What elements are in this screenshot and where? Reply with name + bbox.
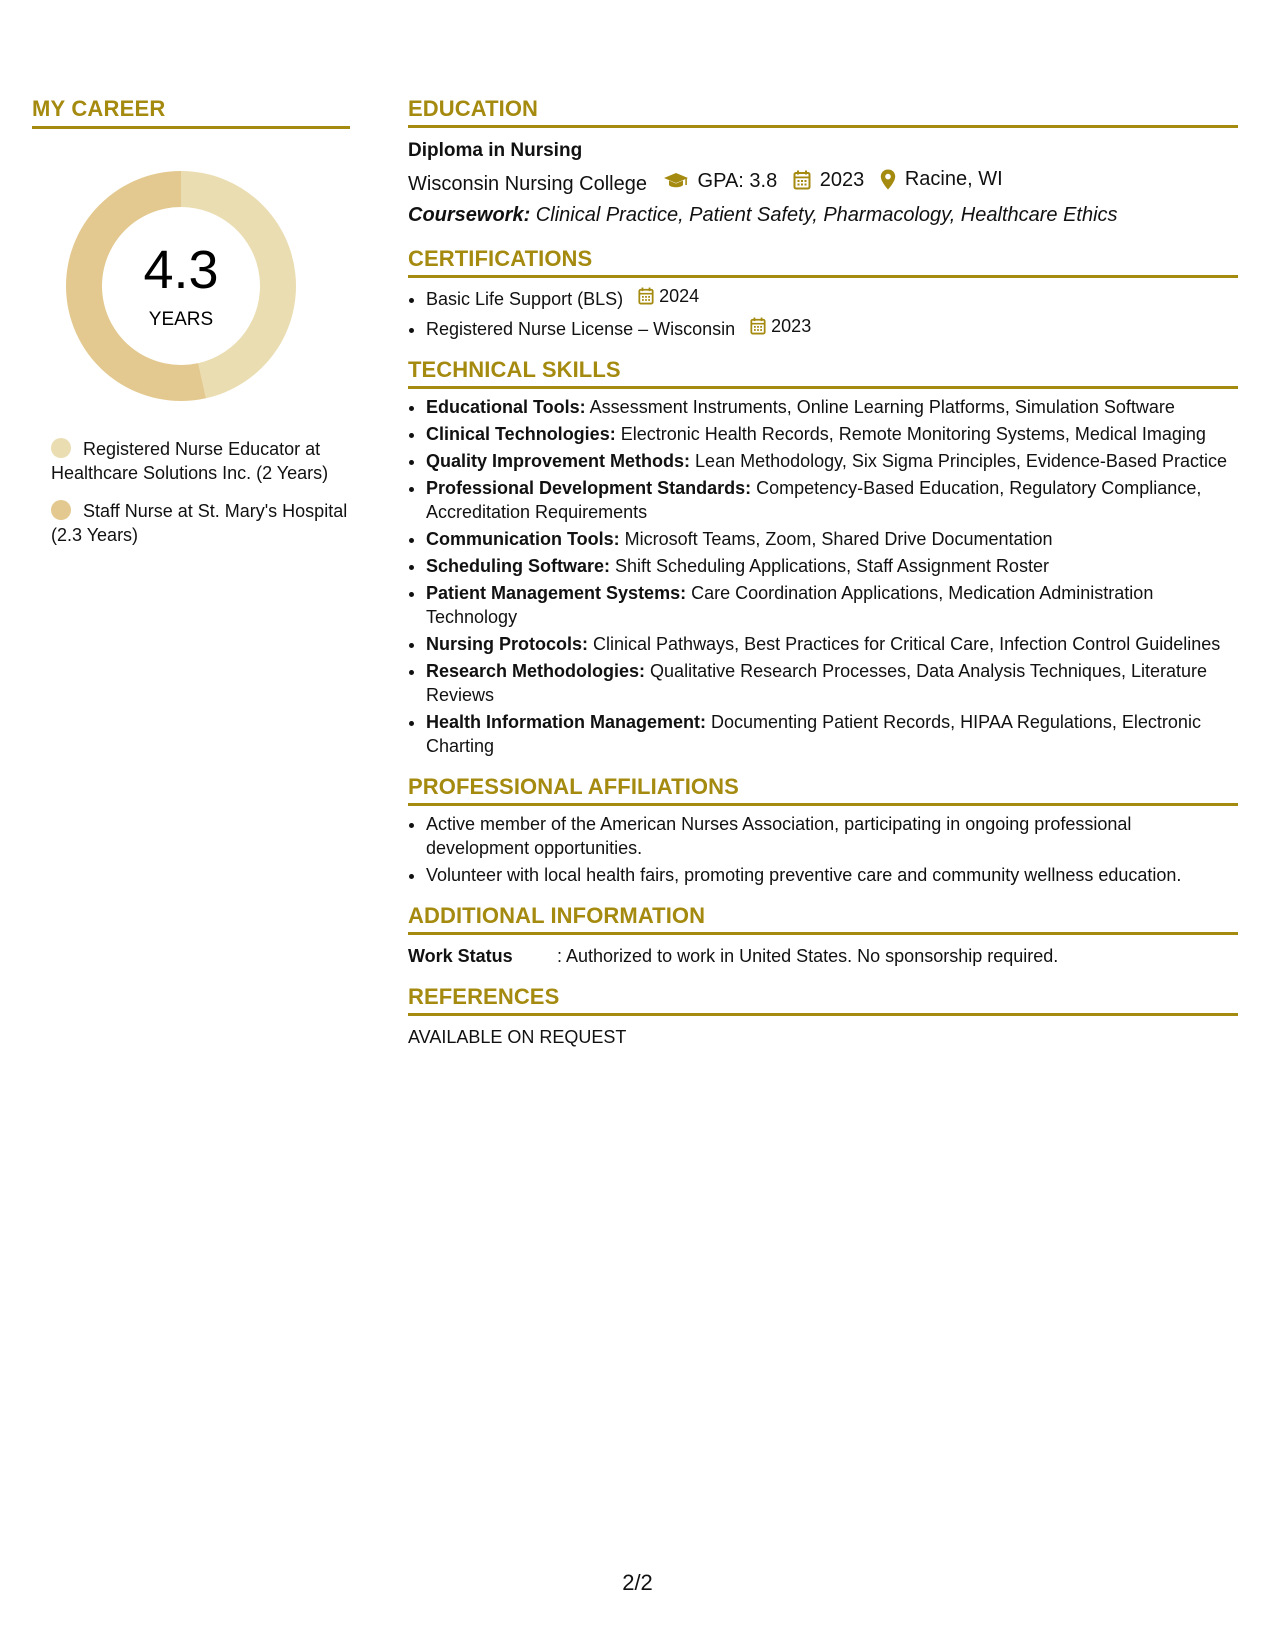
work-status-row: [408, 944, 1238, 968]
education-details: [408, 164, 1238, 200]
list-item: [426, 284, 1238, 311]
calendar-icon: [638, 287, 654, 305]
skill-label: Professional Development Standards:: [426, 478, 752, 498]
skill-text: Lean Methodology, Six Sigma Principles, Evidence-Based Practice: [690, 451, 1227, 471]
calendar-icon: [793, 170, 811, 190]
list-item: [426, 395, 1238, 419]
certification-name: Registered Nurse License – Wisconsin: [426, 319, 736, 339]
career-column: [32, 96, 350, 561]
certifications-heading: CERTIFICATIONS: [408, 246, 1238, 278]
skill-text: Qualitative Research Processes, Data Analysis Techniques, Literature Reviews: [426, 661, 1208, 705]
additional-info-section: [408, 903, 1238, 968]
education-section: [408, 96, 1238, 230]
skill-text: Electronic Health Records, Remote Monitoring Systems, Medical Imaging: [615, 424, 1206, 444]
legend-label: Staff Nurse at St. Mary's Hospital (2.3 Years): [51, 501, 348, 545]
certifications-section: [408, 246, 1238, 341]
affiliations-heading: PROFESSIONAL AFFILIATIONS: [408, 774, 1238, 806]
list-item: [426, 314, 1238, 341]
list-item: [426, 449, 1238, 473]
career-legend: [32, 437, 350, 547]
skill-text: Competency-Based Education, Regulatory Compliance, Accreditation Requirements: [426, 478, 1202, 522]
legend-dot-icon: [51, 500, 71, 520]
list-item: [426, 659, 1238, 707]
career-total-unit: YEARS: [148, 309, 214, 330]
affiliations-list: [408, 812, 1238, 887]
map-pin-icon: [880, 169, 896, 190]
skill-text: Shift Scheduling Applications, Staff Assignment Roster: [610, 556, 1049, 576]
coursework-list: Clinical Practice, Patient Safety, Pharmacology, Healthcare Ethics: [530, 204, 1118, 226]
additional-info-heading: ADDITIONAL INFORMATION: [408, 903, 1238, 935]
skill-label: Communication Tools:: [426, 529, 620, 549]
list-item: [426, 581, 1238, 629]
list-item: [426, 554, 1238, 578]
skill-text: Documenting Patient Records, HIPAA Regulations, Electronic Charting: [426, 712, 1201, 756]
skill-text: Care Coordination Applications, Medication Administration Technology: [426, 583, 1154, 627]
skill-text: Assessment Instruments, Online Learning Platforms, Simulation Software: [585, 397, 1175, 417]
certification-year: 2023: [771, 316, 812, 336]
school-location: Racine, WI: [904, 168, 1003, 190]
calendar-icon: [750, 317, 766, 335]
degree-title: Diploma in Nursing: [408, 140, 583, 161]
list-item: [426, 632, 1238, 656]
work-status-value: : Authorized to work in United States. No sponsorship required.: [557, 946, 1059, 966]
legend-item: [51, 437, 350, 485]
list-item: • Volunteer with local health fairs, promoting preventive care and community wellness education.: [426, 863, 1238, 887]
skill-label: Scheduling Software:: [426, 556, 611, 576]
skills-heading: TECHNICAL SKILLS: [408, 357, 1238, 389]
career-donut-chart: [66, 171, 296, 401]
skills-section: [408, 357, 1238, 758]
skill-label: Research Methodologies:: [426, 661, 646, 681]
school-name: Wisconsin Nursing College: [408, 173, 647, 195]
list-item: [426, 422, 1238, 446]
legend-label: Registered Nurse Educator at Healthcare Solutions Inc. (2 Years): [51, 439, 329, 483]
references-text: AVAILABLE ON REQUEST: [408, 1027, 627, 1047]
certification-name: Basic Life Support (BLS): [426, 289, 624, 309]
gpa-value: GPA: 3.8: [697, 169, 778, 192]
skill-label: Quality Improvement Methods:: [426, 451, 691, 471]
skill-text: Clinical Pathways, Best Practices for Critical Care, Infection Control Guidelines: [588, 634, 1221, 654]
work-status-label: Work Status: [408, 946, 513, 966]
certification-year: 2024: [659, 286, 700, 306]
career-heading: MY CAREER: [32, 96, 350, 129]
references-heading: REFERENCES: [408, 984, 1238, 1016]
graduation-year: 2023: [819, 168, 865, 191]
list-item: [426, 527, 1238, 551]
skill-text: Microsoft Teams, Zoom, Shared Drive Documentation: [619, 529, 1053, 549]
main-column: [408, 96, 1238, 1064]
skill-label: Patient Management Systems:: [426, 583, 687, 603]
legend-item: [51, 499, 350, 547]
certifications-list: [408, 284, 1238, 341]
affiliations-section: [408, 774, 1238, 887]
education-heading: EDUCATION: [408, 96, 1238, 128]
skill-label: Nursing Protocols:: [426, 634, 589, 654]
coursework-label: Coursework:: [408, 204, 531, 226]
career-total-value: 4.3: [143, 240, 219, 300]
skill-label: Clinical Technologies:: [426, 424, 616, 444]
page-number: 2/2: [622, 1570, 653, 1595]
skills-list: [408, 395, 1238, 758]
graduation-cap-icon: [663, 172, 689, 190]
list-item: [426, 710, 1238, 758]
references-section: [408, 984, 1238, 1048]
skill-label: Educational Tools:: [426, 397, 586, 417]
list-item: • Active member of the American Nurses Association, participating in ongoing professional development opportunities.: [426, 812, 1238, 860]
skill-label: Health Information Management:: [426, 712, 707, 732]
legend-dot-icon: [51, 438, 71, 458]
list-item: [426, 476, 1238, 524]
coursework: [408, 200, 1238, 230]
